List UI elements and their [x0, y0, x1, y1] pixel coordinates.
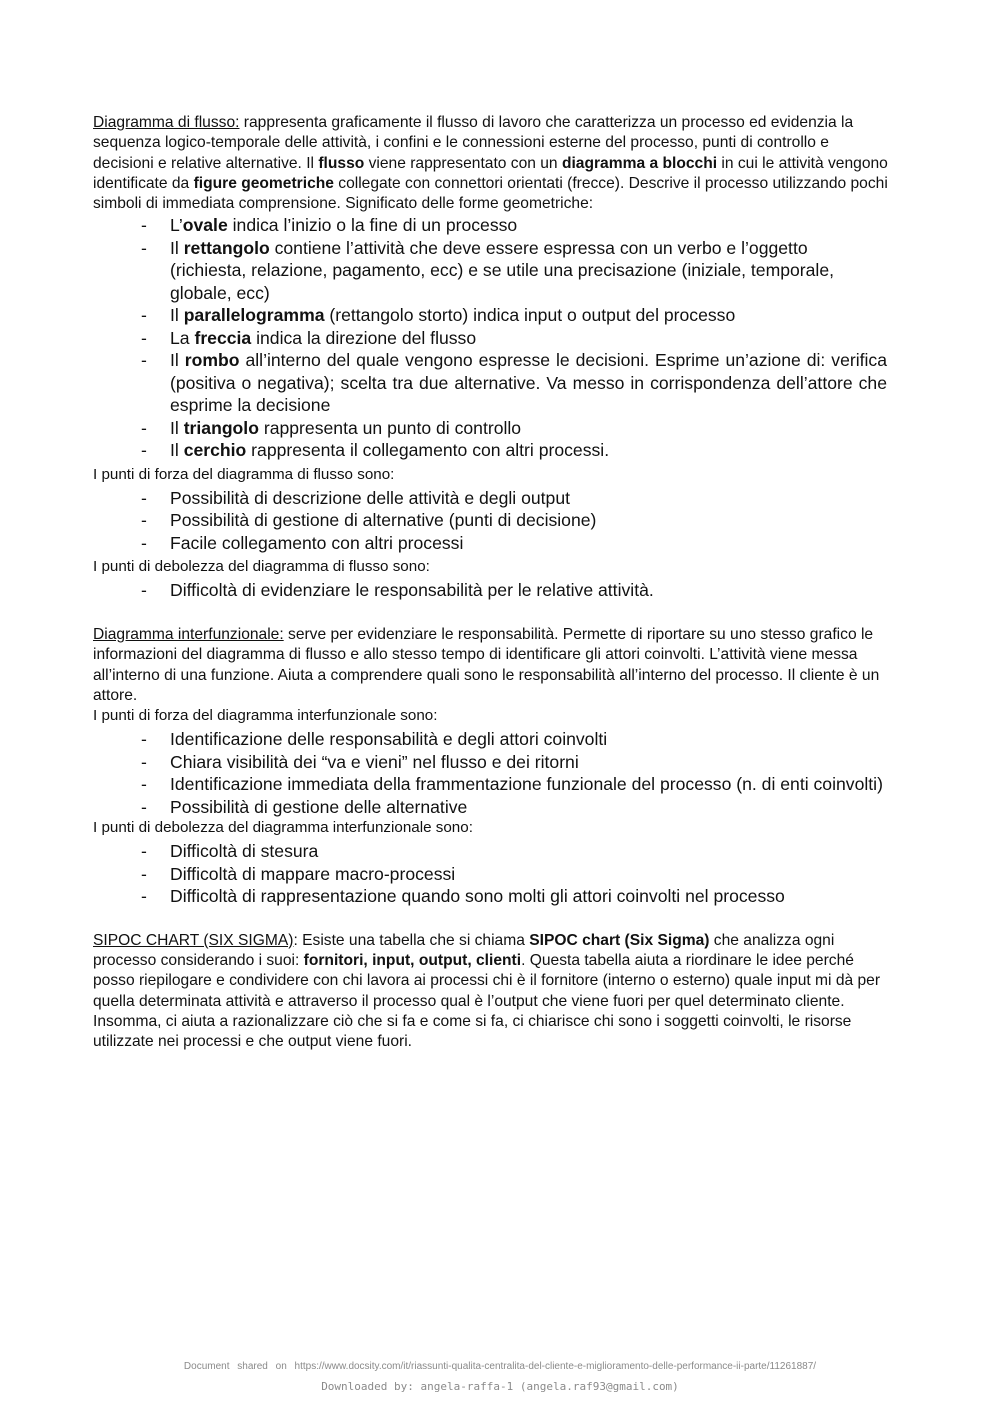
list-item: - Possibilità di gestione di alternative (punti di decisione) [170, 509, 893, 532]
list-item: - Possibilità di gestione delle alternative [170, 796, 893, 819]
interfunzionale-weaknesses-list [93, 840, 893, 908]
footer-downloaded-by: Downloaded by: angela-raffa-1 (angela.raf93@gmail.com) [321, 1380, 679, 1393]
list-item: - Il cerchio rappresenta il collegamento con altri processi. [170, 439, 893, 462]
sipoc-paragraph: SIPOC CHART (SIX SIGMA): Esiste una tabella che si chiama SIPOC chart (Six Sigma) che analizza ogni processo considerando i suoi: fornitori, input, output, clienti. Questa tabella aiuta a riordinare le idee perché posso riepilogare e condividere con chi lavora ai processi chi è il fornitore (interno o esterno) quale input mi dà per quella determinata attività e attraverso il processo qual è l’output che viene fuori per quel determinato cliente. Insomma, ci aiuta a razionalizzare ciò che si fa e come si fa, ci chiarisce chi sono i soggetti coinvolti, le risorse utilizzate nei processi e che output viene fuori. [93, 931, 881, 1051]
list-item: - Il triangolo rappresenta un punto di controllo [170, 417, 893, 440]
flusso-weaknesses-intro: I punti di debolezza del diagramma di flusso sono: [93, 558, 430, 576]
list-item: - Difficoltà di evidenziare le responsabilità per le relative attività. [170, 579, 893, 602]
list-item: - Il rettangolo contiene l’attività che deve essere espressa con un verbo e l’oggetto (richiesta, relazione, pagamento, ecc) e se utile una precisazione (iniziale, temporale, globale, ecc) [170, 237, 893, 305]
interfunzionale-heading: Diagramma interfunzionale: [93, 625, 284, 643]
flusso-heading: Diagramma di flusso: [93, 114, 240, 131]
list-item: - Difficoltà di mappare macro-processi [170, 863, 893, 886]
list-item: - Facile collegamento con altri processi [170, 532, 893, 555]
interfunzionale-paragraph: Diagramma interfunzionale: serve per evidenziare le responsabilità. Permette di riportare su uno stesso grafico le informazioni del diagramma di flusso e allo stesso tempo di identificare gli attori coinvolti. L’attività viene messa all’interno di una funzione. Aiuta a comprendere quali sono le responsabilità all’interno del processo. Il cliente è un attore. [93, 625, 880, 704]
list-item: - Identificazione delle responsabilità e degli attori coinvolti [170, 728, 893, 751]
flusso-strengths-intro: I punti di forza del diagramma di flusso sono: [93, 465, 395, 483]
list-item: - Chiara visibilità dei “va e vieni” nel flusso e dei ritorni [170, 751, 893, 774]
list-item: - Il parallelogramma (rettangolo storto) indica input o output del processo [170, 304, 893, 327]
interfunzionale-strengths-list [93, 728, 893, 818]
list-item: - Identificazione immediata della frammentazione funzionale del processo (n. di enti coinvolti) [170, 773, 893, 796]
flusso-paragraph: Diagramma di flusso: rappresenta graficamente il flusso di lavoro che caratterizza un processo ed evidenzia la sequenza logico-temporale delle attività, i confini e le connessioni esterne del processo, punti di controllo e decisioni e relative alternative. Il flusso viene rappresentato con un diagramma a blocchi in cui le attività vengono identificate da figure geometriche collegate con connettori orientati (frecce). Descrive il processo utilizzando pochi simboli di immediata comprensione. Significato delle forme geometriche: [93, 114, 888, 213]
flusso-strengths-list [93, 487, 893, 555]
list-item: - Difficoltà di rappresentazione quando sono molti gli attori coinvolti nel processo [170, 885, 893, 908]
list-item: - Difficoltà di stesura [170, 840, 893, 863]
list-item: - Il rombo all’interno del quale vengono espresse le decisioni. Esprime un’azione di: verifica (positiva o negativa); scelta tra due alternative. Va messo in corrispondenza dell’attore che esprime la decisione [170, 349, 893, 417]
list-item: - L’ovale indica l’inizio o la fine di un processo [170, 214, 893, 237]
footer-shared-note: Document shared on https://www.docsity.com/it/riassunti-qualita-centralita-del-cliente-e-miglioramento-delle-performance-ii-parte/11261887/ [183, 1361, 817, 1372]
interfunzionale-strengths-intro: I punti di forza del diagramma interfunzionale sono: [93, 707, 438, 725]
sipoc-heading: SIPOC CHART (SIX SIGMA) [93, 931, 294, 949]
flusso-weaknesses-list [93, 579, 893, 602]
interfunzionale-weaknesses-intro: I punti di debolezza del diagramma interfunzionale sono: [93, 819, 473, 837]
shapes-list [93, 214, 893, 462]
document-body [93, 113, 893, 1052]
list-item: - La freccia indica la direzione del flusso [170, 327, 893, 350]
list-item: - Possibilità di descrizione delle attività e degli output [170, 487, 893, 510]
